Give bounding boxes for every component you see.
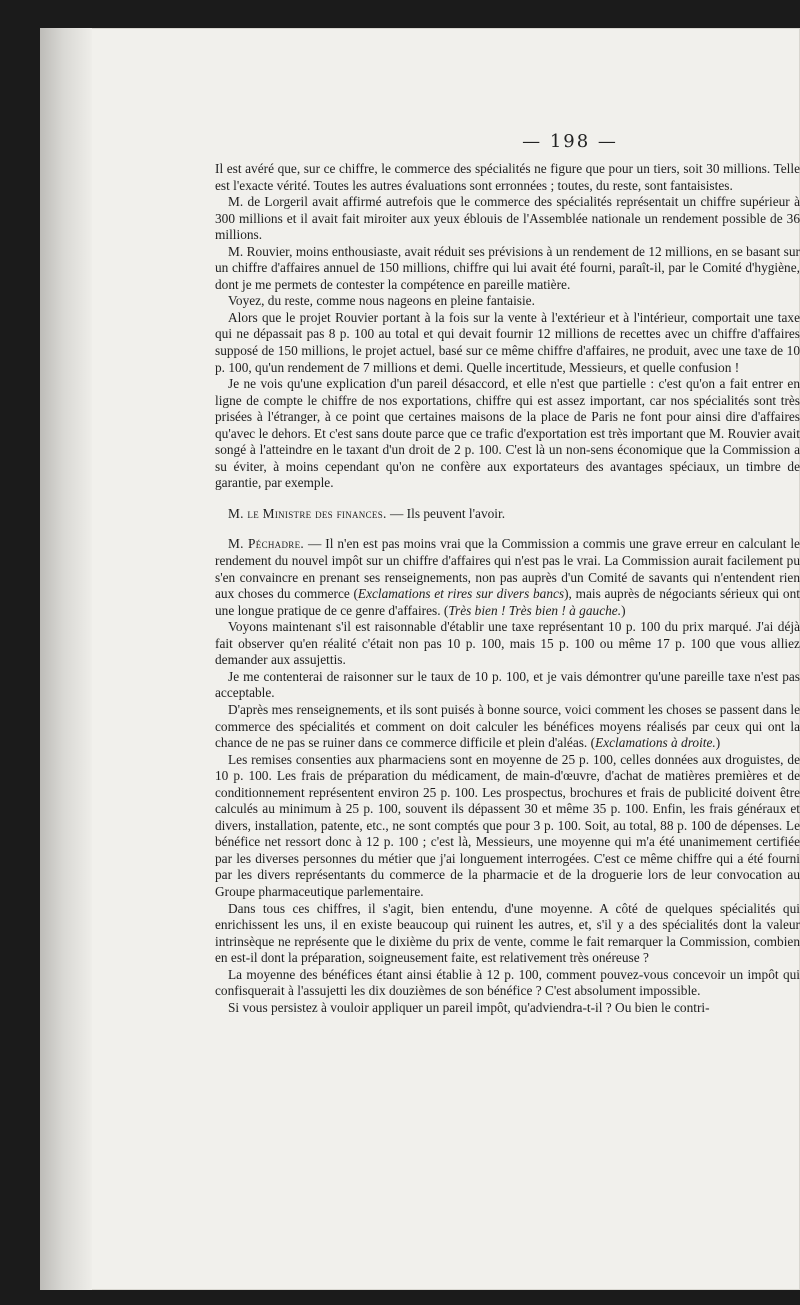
body-text	[215, 161, 800, 1016]
speech-text: — Ils peuvent l'avoir.	[386, 505, 506, 521]
paragraph: Je ne vois qu'une explication d'un pareil désaccord, et elle n'est que partielle : c'est qu'on a fait entrer en ligne de compte le chiffre de nos exportations, chiffre qui est assez important, car nos spécialités sont très prisées à l'étranger, à ce point que certaines maisons de la place de Paris ne font pour ainsi dire d'affaires qu'avec le dehors. Et c'est sans doute parce que ce trafic d'exportation est très important que M. Rouvier avait songé à l'atteindre en le taxant d'un droit de 2 p. 100. C'est là un non-sens économique que la Commission a su éviter, à moins cependant qu'on ne confère aux exportateurs des avantages spéciaux, un timbre de garantie, par exemple.	[215, 376, 800, 491]
page-number: — 198 —	[522, 131, 618, 152]
paragraph: Je me contenterai de raisonner sur le taux de 10 p. 100, et je vais démontrer qu'une pareille taxe n'est pas acceptable.	[215, 668, 800, 701]
paragraph: Si vous persistez à vouloir appliquer un pareil impôt, qu'adviendra-t-il ? Ou bien le contri-	[228, 999, 710, 1015]
speaker-name: M. le Ministre des finances.	[228, 505, 387, 521]
paragraph: Voyons maintenant s'il est raisonnable d'établir une taxe représentant 10 p. 100 du prix marqué. J'ai déjà fait observer qu'en réalité c'était non pas 10 p. 100, mais 15 p. 100 ou même 17 p. 100 que vous alliez demander aux assujettis.	[215, 619, 800, 668]
speech-minister	[215, 506, 800, 523]
paragraph: Dans tous ces chiffres, il s'agit, bien entendu, d'une moyenne. A côté de quelques spécialités qui enrichissent les uns, il en existe beaucoup qui ruinent les autres, et, s'il y a des spécialités dont la valeur intrinsèque ne représente que le dixième du prix de vente, comme le fait remarquer la Commission, combien en est-il dont la préparation, soigneusement faite, est relativement très onéreuse ?	[215, 900, 800, 966]
paragraph: La moyenne des bénéfices étant ainsi établie à 12 p. 100, comment pouvez-vous concevoir un impôt qui confisquerait à l'assujetti les dix douzièmes de son bénéfice ? C'est absolument impossible.	[215, 966, 800, 999]
speech-pechadre	[215, 536, 800, 619]
document-page	[40, 28, 800, 1290]
paragraph: Voyez, du reste, comme nous nageons en pleine fantaisie.	[228, 293, 535, 309]
paragraph: Les remises consenties aux pharmaciens sont en moyenne de 25 p. 100, celles données aux droguistes, de 10 p. 100. Les frais de préparation du médicament, de main-d'œuvre, d'achat de matières premières et de conditionnement représentent environ 25 p. 100. Les prospectus, brochures et frais de publicité doivent être calculés au minimum à 25 p. 100, souvent ils dépassent 30 et même 35 p. 100. Enfin, les frais généraux et divers, installation, patente, etc., ne sont comptés que pour 3 p. 100. Soit, au total, 88 p. 100 de dépenses. Le bénéfice net ressort donc à 12 p. 100 ; c'est là, Messieurs, une moyenne qui m'a été unanimement certifiée par les diverses personnes du métier que j'ai longuement interrogées. C'est ce même chiffre qui a été fourni par les divers représentants du commerce de la pharmacie et de la droguerie lors de leur convocation au Groupe pharmaceutique parlementaire.	[215, 751, 800, 899]
paragraph: Alors que le projet Rouvier portant à la fois sur la vente à l'extérieur et à l'intérieur, comportait une taxe qui ne dépassait pas 8 p. 100 au total et qui devait fournir 12 millions de recettes avec un chiffre d'affaires supposé de 150 millions, le projet actuel, basé sur ce même chiffre d'affaires, ne produit, avec une taxe de 10 p. 100, qu'un rendement de 7 millions et demi. Quelle incertitude, Messieurs, et quelle confusion !	[215, 309, 800, 375]
speech-text: — Il n'en est pas moins vrai que la Commission a commis une grave erreur en calculant le rendement du nouvel impôt sur un chiffre d'affaires qui n'est pas le vrai. La Commission aurait facilement pu s'en convaincre en prenant ses renseignements, non pas auprès d'un Comité de savants qui n'entendent rien aux choses du commerce (	[215, 536, 800, 602]
paragraph: M. de Lorgeril avait affirmé autrefois que le commerce des spécialités représentait un chiffre supérieur à 300 millions et il avait fait miroiter aux yeux éblouis de l'Assemblée nationale un rendement possible de 36 millions.	[215, 194, 800, 243]
paragraph: D'après mes renseignements, et ils sont puisés à bonne source, voici comment les choses se passent dans le commerce des spécialités et comment on doit calculer les bénéfices moyens réalisés par ceux qui ont la chance de ne pas se ruiner dans ce commerce difficile et plein d'aléas. (Exclamations à droite.)	[215, 701, 800, 751]
page-gutter-shadow	[40, 28, 92, 1290]
stage-direction: Exclamations à droite.	[595, 735, 716, 751]
paragraph: M. Rouvier, moins enthousiaste, avait réduit ses prévisions à un rendement de 12 millions, en se basant sur un chiffre d'affaires annuel de 150 millions, chiffre qui lui avait été fourni, paraît-il, par le Comité d'hygiène, dont je me permets de contester la compétence en pareille matière.	[215, 243, 800, 292]
stage-direction: Exclamations et rires sur divers bancs	[357, 586, 565, 602]
speech-text: ), mais auprès de négociants sérieux qui ont une longue pratique de ce genre d'affaires. (	[215, 586, 800, 618]
stage-direction: Très bien ! Très bien ! à gauche.	[448, 602, 622, 618]
speech-text: )	[621, 602, 626, 618]
paragraph: Il est avéré que, sur ce chiffre, le commerce des spécialités ne figure que pour un tiers, soit 30 millions. Telle est l'exacte vérité. Toutes les autres évaluations sont erronnées ; toutes, du reste, sont fantaisistes.	[215, 161, 800, 193]
speaker-name: M. Péchadre.	[228, 536, 305, 552]
